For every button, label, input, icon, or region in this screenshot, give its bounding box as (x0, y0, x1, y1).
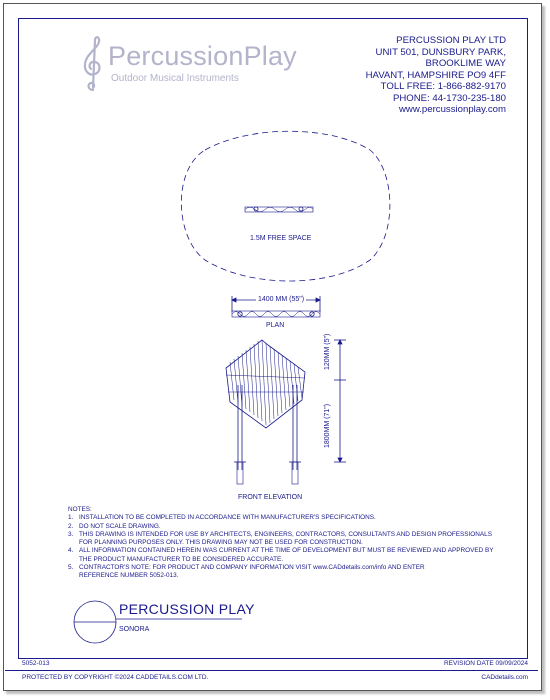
height-dimension-upper-label: 120MM (5") (324, 333, 331, 370)
caddetails-link[interactable]: CADdetails.com (481, 674, 528, 681)
company-line: PERCUSSION PLAY LTD (396, 35, 506, 46)
notes-section (68, 506, 508, 581)
support-posts (234, 385, 301, 484)
note-item-continued: THE PRODUCT MANUFACTURER TO BE CONSIDERED ACCURATE. (79, 555, 284, 563)
reference-number: 5052-013 (22, 660, 50, 667)
note-item: 2. DO NOT SCALE DRAWING. (68, 522, 161, 530)
plan-dimension-label: 1400 MM (55") (258, 296, 305, 303)
revision-date: REVISION DATE 09/09/2024 (443, 660, 528, 667)
height-dimension-lines (334, 340, 346, 462)
company-line: HAVANT, HAMPSHIRE PO9 4FF (365, 69, 506, 81)
title-block-title: PERCUSSION PLAY (119, 601, 255, 617)
note-item: 4. ALL INFORMATION CONTAINED HEREIN WAS CURRENT AT THE TIME OF DEVELOPMENT BUT MUST BE REVIEWED AND APPROVED BY (68, 547, 494, 555)
notes-heading: NOTES: (68, 506, 92, 513)
instrument-plan-top (245, 207, 313, 212)
free-space-boundary (181, 131, 390, 281)
free-space-label: 1.5M FREE SPACE (250, 235, 312, 242)
company-line: BROOKLIME WAY (425, 58, 506, 69)
company-line: PHONE: 44-1730-235-180 (392, 92, 506, 104)
copyright-notice: PROTECTED BY COPYRIGHT ©2024 CADDETAILS.COM LTD. (22, 674, 209, 681)
logo-tagline: Outdoor Musical Instruments (111, 73, 239, 84)
company-website: www.percussionplay.com (399, 104, 506, 115)
note-item: 5. CONTRACTOR'S NOTE: FOR PRODUCT AND COMPANY INFORMATION VISIT www.CADdetails.com/info AND ENTER (68, 564, 425, 572)
company-line: UNIT 501, DUNSBURY PARK, (375, 46, 506, 58)
footer-divider (5, 670, 538, 671)
company-line: TOLL FREE: 1-866-882-9170 (380, 81, 506, 92)
logo-wordmark: PercussionPlay (108, 41, 297, 71)
note-item-continued: FOR PLANNING PURPOSES ONLY. THIS DRAWING MAY NOT BE USED FOR CONSTRUCTION. (79, 539, 363, 547)
title-block-subtitle: SONORA (119, 626, 150, 633)
instrument-plan (232, 311, 320, 317)
note-item: 3. THIS DRAWING IS INTENDED FOR USE BY ARCHITECTS, ENGINEERS, CONTRACTORS, CONSULTANTS AND DESIGN PROFESSIONALS (68, 530, 492, 538)
plan-label: PLAN (266, 322, 285, 329)
note-item-continued: REFERENCE NUMBER 5052-013. (79, 572, 179, 580)
height-dimension-total-label: 1800MM (71") (324, 403, 331, 448)
note-item: 1. INSTALLATION TO BE COMPLETED IN ACCORDANCE WITH MANUFACTURER'S SPECIFICATIONS. (68, 514, 376, 522)
front-elevation-label: FRONT ELEVATION (238, 494, 303, 501)
